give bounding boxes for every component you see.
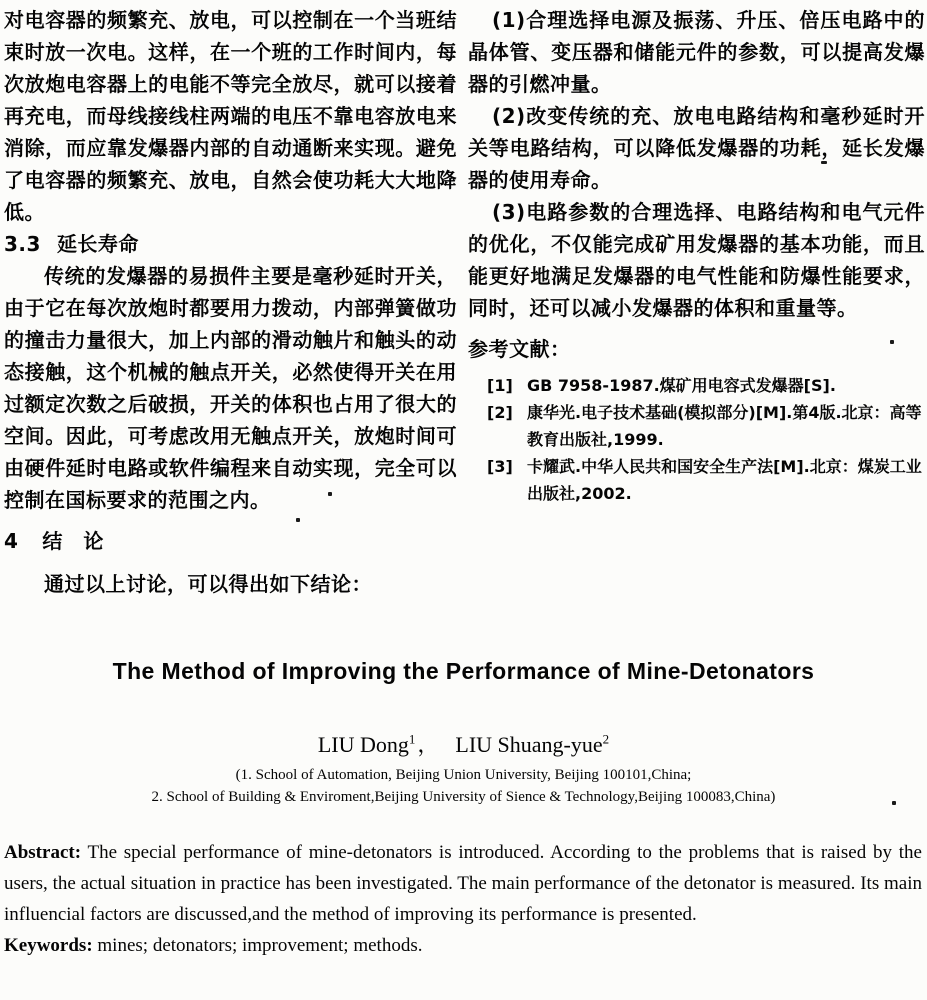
- section-4-title: 结 论: [42, 529, 104, 553]
- section-4-number: 4: [4, 529, 19, 553]
- keywords-text: mines; detonators; improvement; methods.: [97, 935, 423, 956]
- reference-label: [3]: [487, 457, 513, 476]
- reference-text: GB 7958-1987.煤矿用电容式发爆器[S].: [527, 376, 836, 395]
- paragraph-capacitor-charging: 对电容器的频繁充、放电，可以控制在一个当班结束时放一次电。这样，在一个班的工作时间内，每次放炮电容器上的电能不等完全放尽，就可以接着再充电，而母线接线柱两端的电压不靠电容放电来消除，而应靠发爆器内部的自动通断来实现。避免了电容器的频繁充、放电，自然会使功耗大大地降低。: [4, 8, 457, 224]
- scan-speckle: [296, 518, 300, 522]
- conclusion-item-1: (1)合理选择电源及振荡、升压、倍压电路中的晶体管、变压器和储能元件的参数，可以提高发爆器的引燃冲量。: [468, 8, 925, 96]
- section-3-3-title: 延长寿命: [56, 232, 139, 256]
- affiliation-line-1: (1. School of Automation, Beijing Union University, Beijing 100101,China;: [235, 767, 692, 783]
- reference-item: [487, 399, 925, 453]
- keywords-line: [4, 930, 922, 961]
- paragraph-conclusion-lead-in: 通过以上讨论，可以得出如下结论：: [44, 572, 372, 596]
- reference-item: [487, 372, 925, 399]
- abstract-paragraph: [4, 837, 922, 930]
- reference-text: 卡耀武.中华人民共和国安全生产法[M].北京：煤炭工业出版社,2002.: [527, 457, 922, 503]
- scan-speckle: [328, 492, 332, 496]
- scan-speckle: [892, 801, 896, 805]
- abstract-text: The special performance of mine-detonators is introduced. According to the problems that is raised by the users, the actual situation in practice has been investigated. The main performance of the detonator is measured. Its main influencial factors are discussed,and the method of improving its performance is presented.: [4, 842, 922, 925]
- section-3-3-heading: [4, 228, 457, 260]
- references-list: [468, 372, 925, 507]
- author-1-name: LIU Dong: [317, 732, 409, 757]
- scan-speckle: [890, 340, 894, 344]
- conclusion-item-3: (3)电路参数的合理选择、电路结构和电气元件的优化，不仅能完成矿用发爆器的基本功能，而且能更好地满足发爆器的电气性能和防爆性能要求，同时，还可以减小发爆器的体积和重量等。: [468, 200, 925, 320]
- affiliation-line-2: 2. School of Building & Enviroment,Beijing University of Sience & Technology,Beijing 100083,China): [151, 789, 776, 805]
- author-1-superscript: 1: [408, 731, 416, 747]
- reference-label: [2]: [487, 403, 513, 422]
- authors-separator: ，: [417, 732, 440, 757]
- left-column: [4, 4, 457, 612]
- references-heading: 参考文献：: [468, 337, 571, 361]
- section-3-3-number: 3.3: [4, 232, 41, 256]
- abstract-block: [4, 837, 922, 961]
- reference-item: [487, 453, 925, 507]
- author-2-name: LIU Shuang-yue: [455, 732, 603, 757]
- reference-label: [1]: [487, 376, 513, 395]
- keywords-label: Keywords:: [4, 935, 93, 956]
- author-2-superscript: 2: [602, 731, 610, 747]
- conclusion-item-2: (2)改变传统的充、放电电路结构和毫秒延时开关等电路结构，可以降低发爆器的功耗，延长发爆器的使用寿命。: [468, 104, 925, 192]
- authors-line: [0, 731, 927, 759]
- english-title: The Method of Improving the Performance of Mine-Detonators: [112, 658, 815, 684]
- abstract-label: Abstract:: [4, 842, 82, 863]
- right-column: [468, 4, 925, 612]
- reference-text: 康华光.电子技术基础(模拟部分)[M].第4版.北京：高等教育出版社,1999.: [527, 403, 922, 449]
- paragraph-delay-switch-lifetime: 传统的发爆器的易损件主要是毫秒延时开关，由于它在每次放炮时都要用力拨动，内部弹簧做功的撞击力量很大，加上内部的滑动触片和触头的动态接触，这个机械的触点开关，必然使得开关在用过额定次数之后破损，开关的体积也占用了很大的空间。因此，可考虑改用无触点开关，放炮时间可由硬件延时电路或软件编程来自动实现，完全可以控制在国标要求的范围之内。: [4, 264, 457, 512]
- section-4-heading: [4, 525, 457, 557]
- scan-speckle: [821, 161, 827, 164]
